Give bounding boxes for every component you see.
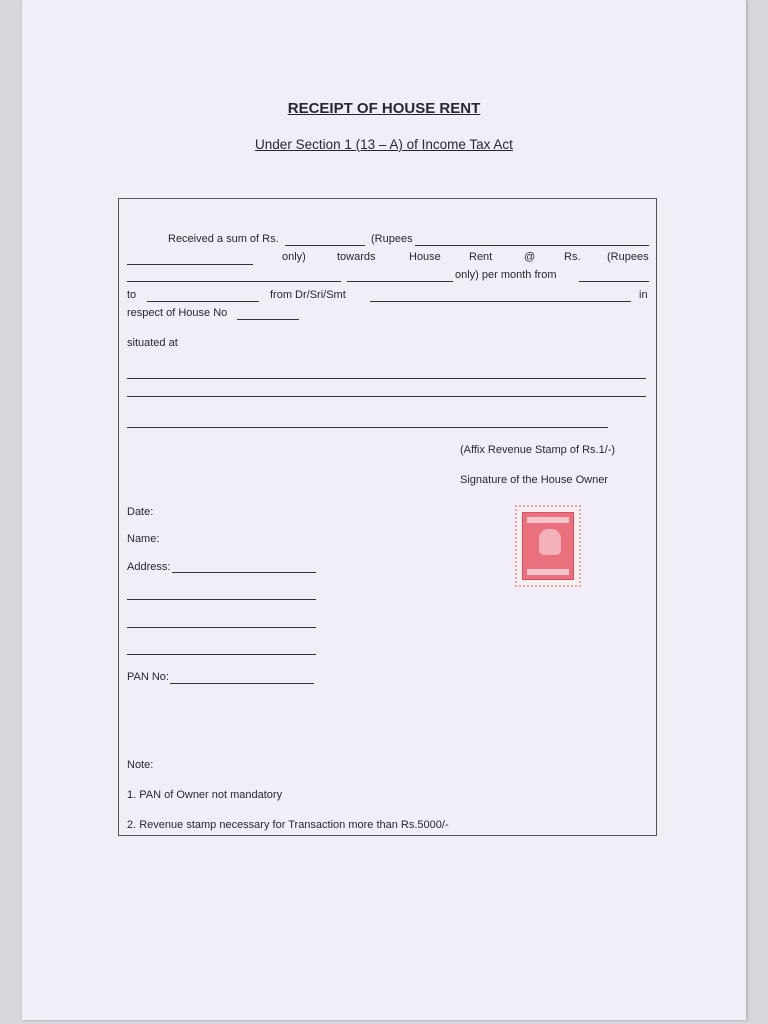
- to-label: to: [127, 289, 137, 301]
- situated-at-label: situated at: [127, 337, 178, 349]
- rate-words-blank[interactable]: [127, 281, 341, 282]
- owner-address-blank-3[interactable]: [127, 627, 316, 628]
- revenue-stamp-icon: [515, 505, 581, 587]
- document-subtitle: Under Section 1 (13 – A) of Income Tax Act: [255, 137, 513, 152]
- rent-label: Rent: [469, 251, 493, 263]
- rate-words-blank-2[interactable]: [347, 281, 453, 282]
- signature-label: Signature of the House Owner: [460, 474, 608, 486]
- in-label: in: [639, 289, 648, 301]
- note-item-2: 2. Revenue stamp necessary for Transaction more than Rs.5000/-: [127, 819, 449, 831]
- owner-address-blank-1[interactable]: [172, 572, 316, 573]
- rs-label: Rs.: [564, 251, 581, 263]
- receipt-box: [118, 198, 657, 836]
- document-page: [22, 0, 746, 1020]
- address-line-2[interactable]: [127, 396, 646, 397]
- towards-label: towards: [337, 251, 376, 263]
- amount-words-blank-2[interactable]: [127, 264, 253, 265]
- address-label: Address:: [127, 561, 171, 573]
- address-line-3[interactable]: [127, 427, 608, 428]
- to-date-blank[interactable]: [147, 301, 259, 302]
- rupees-label-2: (Rupees: [607, 251, 649, 263]
- document-title: RECEIPT OF HOUSE RENT: [287, 100, 481, 117]
- house-no-blank[interactable]: [237, 319, 299, 320]
- note-heading: Note:: [127, 759, 154, 771]
- house-label: House: [409, 251, 441, 263]
- respect-of-house-label: respect of House No: [127, 307, 228, 319]
- owner-address-blank-2[interactable]: [127, 599, 316, 600]
- only-label-1: only): [282, 251, 306, 263]
- from-date-blank[interactable]: [579, 281, 649, 282]
- address-line-1[interactable]: [127, 378, 646, 379]
- only-per-month-label: only) per month from: [455, 269, 557, 281]
- amount-blank[interactable]: [285, 245, 365, 246]
- note-item-1: 1. PAN of Owner not mandatory: [127, 789, 283, 801]
- rupees-label-1: (Rupees: [371, 233, 413, 245]
- received-sum-label: Received a sum of Rs.: [168, 233, 279, 245]
- payer-name-blank[interactable]: [370, 301, 631, 302]
- amount-words-blank[interactable]: [415, 245, 649, 246]
- name-label: Name:: [127, 533, 160, 545]
- pan-no-label: PAN No:: [127, 671, 169, 683]
- at-label: @: [524, 251, 536, 263]
- from-dr-sri-smt-label: from Dr/Sri/Smt: [270, 289, 346, 301]
- owner-address-blank-4[interactable]: [127, 654, 316, 655]
- pan-no-blank[interactable]: [170, 683, 314, 684]
- date-label: Date:: [127, 506, 154, 518]
- affix-stamp-label: (Affix Revenue Stamp of Rs.1/-): [460, 444, 616, 456]
